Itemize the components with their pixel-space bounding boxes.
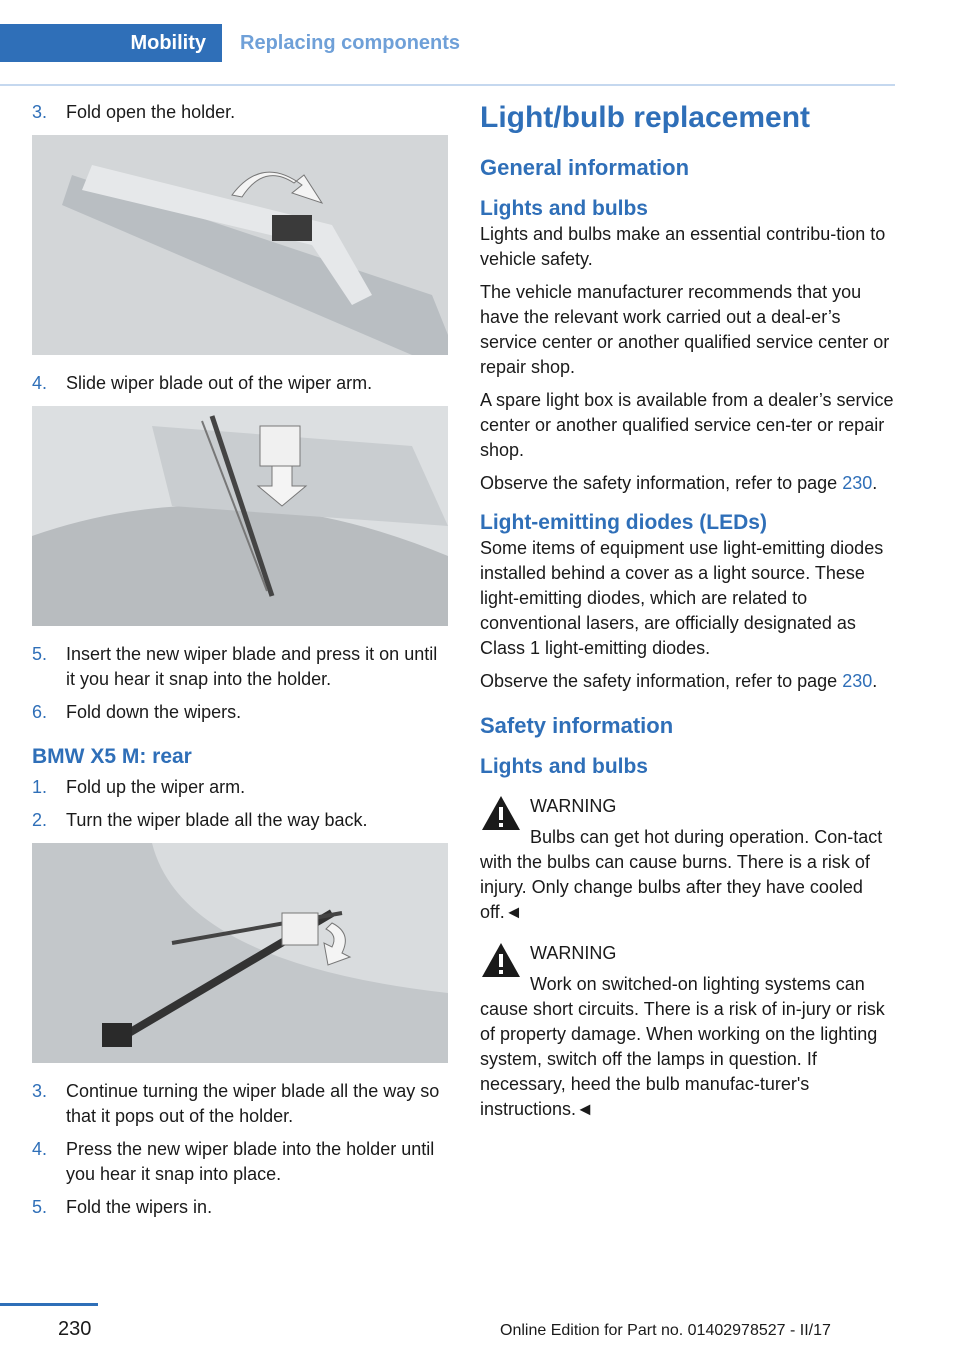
step-text: Fold the wipers in. (66, 1197, 213, 1217)
rear-step-5 (32, 1195, 448, 1220)
header-divider (0, 84, 895, 86)
warning-block (480, 935, 895, 1122)
page-link[interactable]: 230 (842, 473, 873, 493)
warning-label: WARNING (530, 943, 617, 963)
rear-step-4 (32, 1137, 448, 1187)
step-number: 5. (32, 644, 48, 664)
page-number: 230 (58, 1318, 92, 1340)
step-text: Fold down the wipers. (66, 702, 242, 722)
rear-step-3 (32, 1079, 448, 1129)
paragraph: The vehicle manufacturer recommends that you have the relevant work carried out a deal-er’s service center or another qualified service center or repair shop. (480, 282, 890, 377)
wiper-holder-illustration (32, 135, 448, 355)
paragraph: Lights and bulbs make an essential contribu-tion to vehicle safety. (480, 224, 886, 269)
step-number: 5. (32, 1197, 48, 1217)
step-text: Fold up the wiper arm. (66, 777, 246, 797)
wiper-blade-removal-illustration (32, 406, 448, 626)
step-text: Fold open the holder. (66, 102, 236, 122)
safety-information-heading: Safety information (480, 713, 674, 738)
section-title: Light/bulb replacement (480, 101, 811, 134)
rear-step-1 (32, 775, 448, 800)
step-number: 2. (32, 810, 48, 830)
step-text: Slide wiper blade out of the wiper arm. (66, 373, 373, 393)
rear-heading: BMW X5 M: rear (32, 745, 192, 768)
paragraph (480, 669, 895, 694)
paragraph (480, 471, 895, 496)
warning-block (480, 788, 895, 925)
left-column (32, 100, 448, 1228)
warning-icon (480, 941, 522, 979)
warning-icon (480, 794, 522, 832)
safety-lights-bulbs-heading: Lights and bulbs (480, 755, 648, 778)
text: Observe the safety information, refer to page (480, 473, 843, 493)
page-link[interactable]: 230 (842, 671, 873, 691)
tab-mobility[interactable]: Mobility (0, 24, 222, 62)
step-6 (32, 700, 448, 725)
tab-replacing-components[interactable]: Replacing components (222, 24, 895, 62)
step-number: 4. (32, 373, 48, 393)
rear-step-2 (32, 808, 448, 833)
text: . (872, 473, 878, 493)
step-number: 3. (32, 1081, 48, 1101)
right-column (480, 100, 895, 1132)
step-text: Insert the new wiper blade and press it on until it you hear it snap into the holder. (66, 644, 438, 689)
step-number: 4. (32, 1139, 48, 1159)
text: . (872, 671, 878, 691)
lights-bulbs-heading: Lights and bulbs (480, 197, 648, 220)
paragraph: A spare light box is available from a dealer’s service center or another qualified service cen-ter or repair shop. (480, 390, 894, 460)
step-5 (32, 642, 448, 692)
general-information-heading: General information (480, 155, 690, 180)
edition-note: Online Edition for Part no. 01402978527 - II/17 (500, 1322, 831, 1339)
text: Observe the safety information, refer to page (480, 671, 843, 691)
step-text: Continue turning the wiper blade all the way so that it pops out of the holder. (66, 1081, 440, 1126)
step-number: 1. (32, 777, 48, 797)
step-text: Press the new wiper blade into the holder until you hear it snap into place. (66, 1139, 435, 1184)
step-number: 3. (32, 102, 48, 122)
rear-wiper-illustration (32, 843, 448, 1063)
step-3 (32, 100, 448, 125)
warning-text: Work on switched-on lighting systems can cause short circuits. There is a risk of in-jury or risk of property damage. When working on the lighting system, switch off the lamps in question. If necessary, heed the bulb manufac-turer's instructions.◄ (480, 974, 885, 1119)
step-number: 6. (32, 702, 48, 722)
warning-label: WARNING (530, 796, 617, 816)
paragraph: Some items of equipment use light-emitting diodes installed behind a cover as a light source. These light-emitting diodes, which are related to conventional lasers, are officially designated as Class 1 light-emitting diodes. (480, 538, 884, 658)
step-text: Turn the wiper blade all the way back. (66, 810, 368, 830)
step-4 (32, 371, 448, 396)
header-tabs (0, 24, 895, 62)
warning-text: Bulbs can get hot during operation. Con-tact with the bulbs can cause burns. There is a risk of injury. Only change bulbs after they have cooled off.◄ (480, 827, 883, 922)
footer-rule (0, 1303, 98, 1306)
leds-heading: Light-emitting diodes (LEDs) (480, 511, 767, 534)
